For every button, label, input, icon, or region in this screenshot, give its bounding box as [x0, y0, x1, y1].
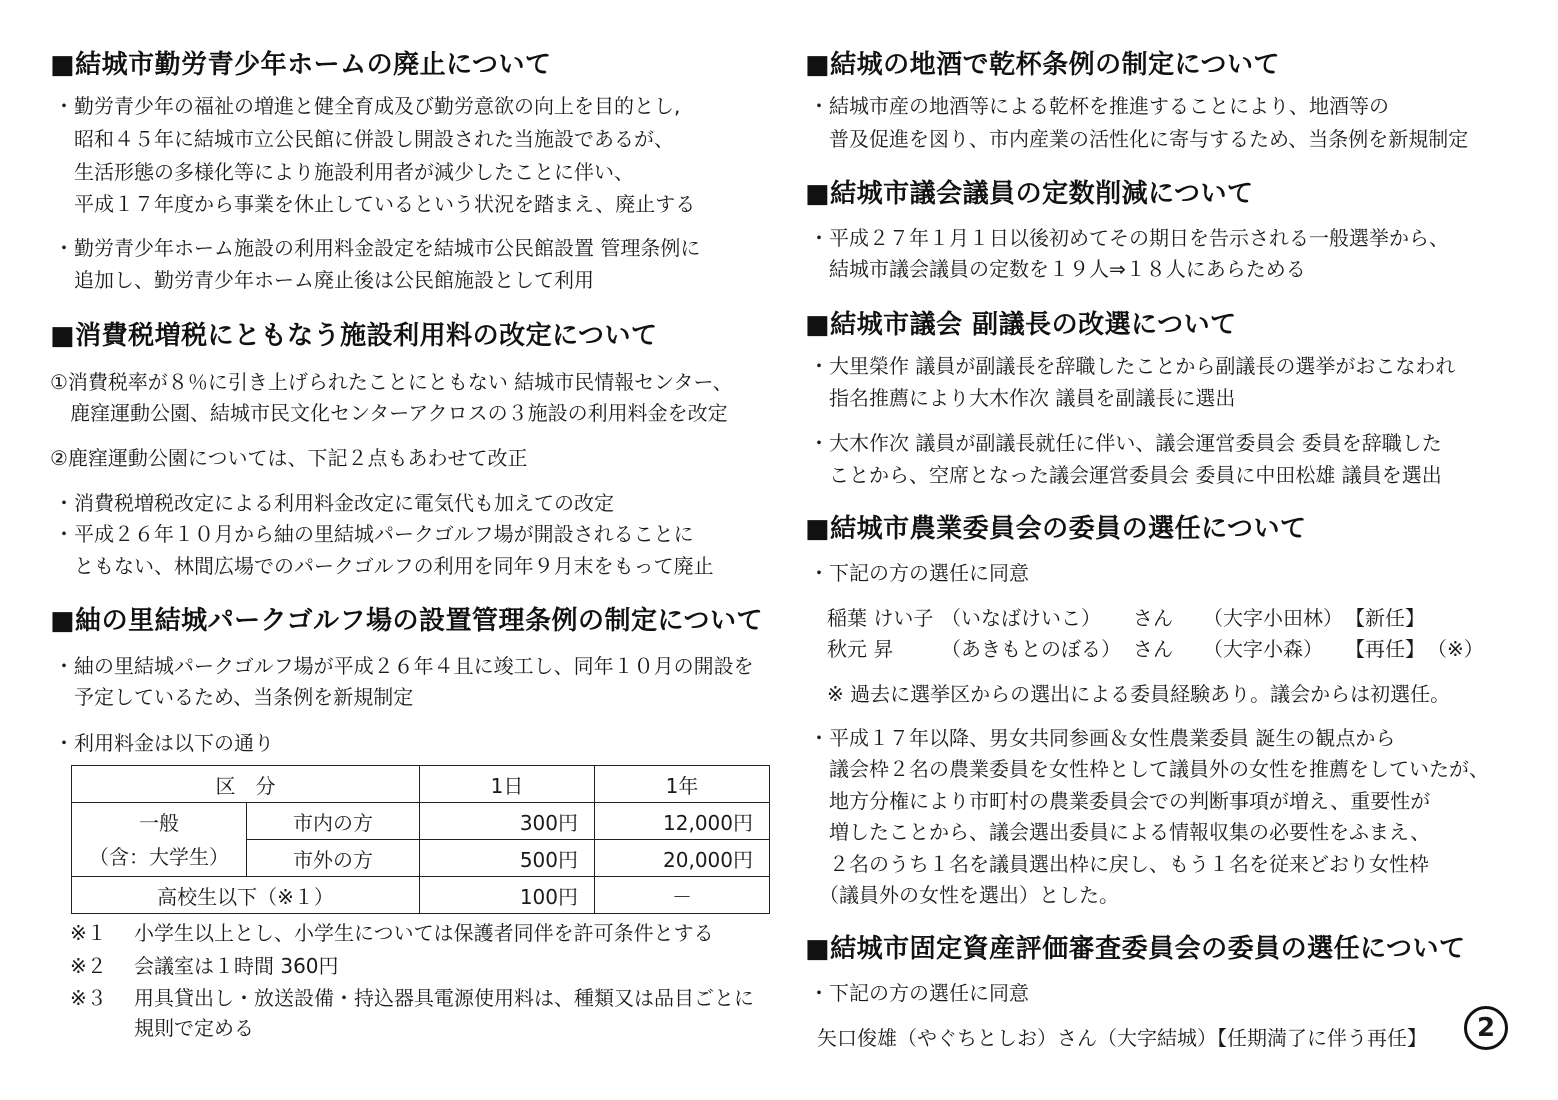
- note-mark: ※３: [70, 986, 107, 1010]
- footnote: ※ 過去に選挙区からの選出による委員経験あり。議会からは初選任。: [827, 682, 1451, 706]
- body-line: ・結城市産の地酒等による乾杯を推進することにより、地酒等の: [809, 94, 1389, 118]
- person-honorific: さん: [1133, 637, 1173, 661]
- section-heading-youth-home: ■結城市勤労青少年ホームの廃止について: [50, 50, 552, 80]
- body-line: 議会枠２名の農業委員を女性枠として議員外の女性を推薦をしていたが、: [809, 757, 1489, 781]
- table-cell-day: 300円: [420, 803, 595, 840]
- body-line: 指名推薦により大木作次 議員を副議長に選出: [809, 386, 1236, 410]
- body-line: ことから、空席となった議会運営委員会 委員に中田松雄 議員を選出: [809, 463, 1442, 487]
- body-line: ・平成２６年１０月から紬の里結城パークゴルフ場が開設されることに: [54, 522, 694, 546]
- general-sublabel: （含：大学生）: [89, 844, 229, 869]
- table-header-day: 1日: [420, 766, 595, 803]
- body-line: ２名のうち１名を議員選出枠に戻し、もう１名を従来どおり女性枠: [809, 852, 1429, 876]
- body-line: 予定しているため、当条例を新規制定: [54, 685, 414, 709]
- body-line: （議員外の女性を選出）とした。: [809, 883, 1119, 907]
- table-cell-label: 高校生以下（※１）: [72, 877, 420, 914]
- person-status: 【再任】: [1345, 637, 1425, 661]
- person-line: 矢口俊雄（やぐちとしお）さん（大字結城）【任期満了に伴う再任】: [817, 1026, 1427, 1050]
- body-line: 地方分権により市町村の農業委員会での判断事項が増え、重要性が: [809, 789, 1431, 813]
- person-name: 秋元 昇: [827, 637, 894, 661]
- table-cell-day: 500円: [420, 840, 595, 877]
- table-header-year: 1年: [595, 766, 770, 803]
- body-line: 生活形態の多様化等により施設利用者が減少したことに伴い、: [54, 160, 634, 184]
- person-status: 【新任】: [1345, 606, 1425, 630]
- person-note-mark: （※）: [1427, 637, 1484, 661]
- page-number-badge: [1464, 1006, 1508, 1050]
- page-number: 2: [1464, 1006, 1508, 1050]
- person-area: （大字小森）: [1203, 637, 1323, 661]
- table-cell-label: 市外の方: [247, 840, 420, 877]
- general-label: 一般: [139, 810, 179, 835]
- note-text: 小学生以上とし、小学生については保護者同伴を許可条件とする: [134, 921, 714, 945]
- body-line: 鹿窪運動公園、結城市民文化センターアクロスの３施設の利用料金を改定: [50, 401, 728, 425]
- body-line: ・大里榮作 議員が副議長を辞職したことから副議長の選挙がおこなわれ: [809, 354, 1456, 378]
- table-row: [72, 877, 770, 914]
- body-line: ②鹿窪運動公園については、下記２点もあわせて改正: [50, 446, 528, 470]
- table-cell-day: 100円: [420, 877, 595, 914]
- body-line: 結城市議会議員の定数を１９人⇒１８人にあらためる: [809, 257, 1306, 281]
- body-line: 昭和４５年に結城市立公民館に併設し開設された当施設であるが、: [54, 127, 674, 151]
- body-line: 増したことから、議会選出委員による情報収集の必要性をふまえ、: [809, 820, 1431, 844]
- body-line: ・平成２７年１月１日以後初めてその期日を告示される一般選挙から、: [809, 226, 1449, 250]
- body-line: ・消費税増税改定による利用料金改定に電気代も加えての改定: [54, 491, 614, 515]
- body-line: ・勤労青少年の福祉の増進と健全育成及び勤労意欲の向上を目的とし,: [54, 94, 681, 118]
- body-line: ・下記の方の選任に同意: [809, 981, 1029, 1005]
- body-line: ・勤労青少年ホーム施設の利用料金設定を結城市公民館設置 管理条例に: [54, 236, 701, 260]
- body-line: 追加し、勤労青少年ホーム廃止後は公民館施設として利用: [54, 268, 594, 292]
- table-row: [72, 803, 770, 840]
- body-line: 普及促進を図り、市内産業の活性化に寄与するため、当条例を新規制定: [809, 127, 1469, 151]
- note-mark: ※２: [70, 954, 107, 978]
- note-mark: ※１: [70, 921, 107, 945]
- table-cell-year: －: [595, 877, 770, 914]
- note-text: 会議室は１時間 360円: [134, 954, 339, 978]
- table-header-category: 区 分: [72, 766, 420, 803]
- person-name: 稲葉 けい子: [827, 606, 934, 630]
- section-heading-vice-chair: ■結城市議会 副議長の改選について: [805, 310, 1237, 340]
- person-area: （大字小田林）: [1203, 606, 1343, 630]
- table-cell-year: 20,000円: [595, 840, 770, 877]
- body-line: ともない、林間広場でのパークゴルフの利用を同年９月末をもって廃止: [54, 554, 714, 578]
- section-heading-council-seats: ■結城市議会議員の定数削減について: [805, 179, 1254, 209]
- body-line: ・紬の里結城パークゴルフ場が平成２６年４且に竣工し、同年１０月の開設を: [54, 654, 754, 678]
- person-kana: （いなばけいこ）: [941, 606, 1101, 630]
- general-category-cell: [72, 803, 247, 877]
- note-text: 用具貸出し・放送設備・持込器具電源使用料は、種類又は品目ごとに: [134, 986, 754, 1010]
- person-honorific: さん: [1133, 606, 1173, 630]
- person-kana: （あきもとのぼる）: [941, 637, 1121, 661]
- table-cell-year: 12,000円: [595, 803, 770, 840]
- table-cell-label: 市内の方: [247, 803, 420, 840]
- fee-table: [71, 765, 770, 914]
- section-heading-park-golf: ■紬の里結城パークゴルフ場の設置管理条例の制定について: [50, 606, 764, 636]
- section-heading-tax-fee: ■消費税増税にともなう施設利用料の改定について: [50, 321, 658, 351]
- body-line: ①消費税率が８％に引き上げられたことにともない 結城市民情報センター、: [50, 370, 733, 394]
- body-line: ・下記の方の選任に同意: [809, 561, 1029, 585]
- body-line: ・利用料金は以下の通り: [54, 731, 274, 755]
- table-header-row: [72, 766, 770, 803]
- section-heading-asset-review: ■結城市固定資産評価審査委員会の委員の選任について: [805, 934, 1466, 964]
- body-line: ・平成１７年以降、男女共同参画＆女性農業委員 誕生の観点から: [809, 726, 1396, 750]
- section-heading-local-sake: ■結城の地酒で乾杯条例の制定について: [805, 50, 1281, 80]
- body-line: 平成１７年度から事業を休止しているという状況を踏まえ、廃止する: [54, 192, 696, 216]
- note-text: 規則で定める: [134, 1016, 254, 1040]
- section-heading-agri-committee: ■結城市農業委員会の委員の選任について: [805, 514, 1307, 544]
- body-line: ・大木作次 議員が副議長就任に伴い、議会運営委員会 委員を辞職した: [809, 431, 1442, 455]
